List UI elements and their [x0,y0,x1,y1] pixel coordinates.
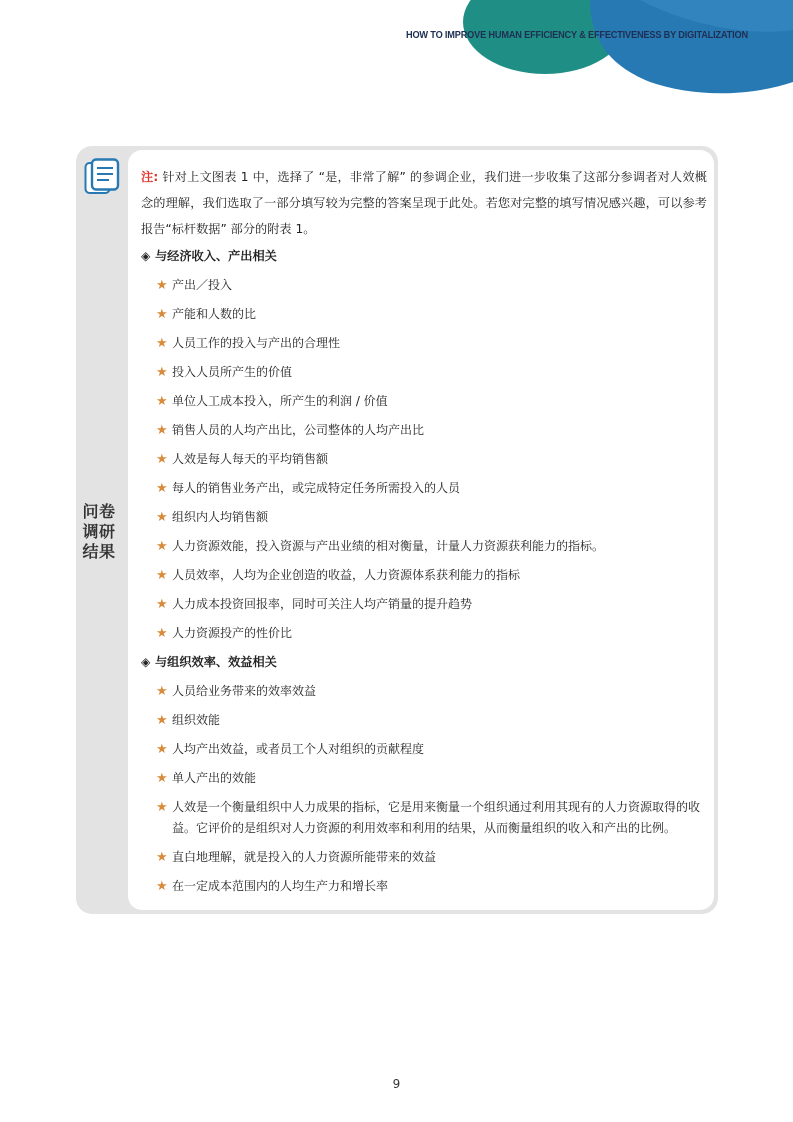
list-item-text: 人效是一个衡量组织中人力成果的指标，它是用来衡量一个组织通过利用其现有的人力资源取得的收益。它评价的是组织对人力资源的利用效率和利用的结果，从而衡量组织的收入和产出的比例。 [172,800,701,835]
list-item-text: 产出／投入 [172,278,233,292]
section-title: 与经济收入、产出相关 [155,249,277,263]
list-item [141,271,707,300]
header-wave-graphic [0,0,793,100]
star-bullet-icon: ★ [156,336,168,351]
star-bullet-icon: ★ [156,568,168,583]
list-item [141,474,707,503]
note-paragraph [141,164,707,242]
star-bullet-icon: ★ [156,879,168,894]
star-bullet-icon: ★ [156,510,168,525]
star-bullet-icon: ★ [156,278,168,293]
side-label-line: 问卷 [82,502,116,521]
list-item [141,358,707,387]
list-item [141,735,707,764]
panel-content [141,164,707,901]
list-item [141,416,707,445]
list-item-text: 投入人员所产生的价值 [172,365,293,379]
star-bullet-icon: ★ [156,365,168,380]
section-heading [141,648,707,677]
list-item [141,706,707,735]
star-bullet-icon: ★ [156,684,168,699]
list-item-text: 产能和人数的比 [172,307,257,321]
list-item-text: 人力资源投产的性价比 [172,626,293,640]
list-item-text: 人力成本投资回报率，同时可关注人均产销量的提升趋势 [172,597,473,611]
page-number: 9 [392,1077,401,1091]
list-item [141,387,707,416]
note-label: 注: [141,170,159,184]
section-heading [141,242,707,271]
list-item-text: 销售人员的人均产出比，公司整体的人均产出比 [172,423,425,437]
list-item-text: 人员给业务带来的效率效益 [172,684,317,698]
star-bullet-icon: ★ [156,394,168,409]
list-item [141,843,707,872]
star-bullet-icon: ★ [156,452,168,467]
star-bullet-icon: ★ [156,626,168,641]
note-text: 针对上文图表 1 中，选择了 “是，非常了解” 的参调企业，我们进一步收集了这部分参调者对人效概念的理解，我们选取了一部分填写较为完整的答案呈现于此处。若您对完整的填写情况感兴趣，可以参考报告“标杆数据” 部分的附表 1。 [141,170,707,236]
list-item-text: 单位人工成本投入，所产生的利润 / 价值 [172,394,388,408]
list-item [141,764,707,793]
star-bullet-icon: ★ [156,481,168,496]
list-item-text: 人均产出效益，或者员工个人对组织的贡献程度 [172,742,425,756]
list-item-text: 在一定成本范围内的人均生产力和增长率 [172,879,389,893]
side-label-line: 调研 [82,522,116,541]
list-item-text: 每人的销售业务产出，或完成特定任务所需投入的人员 [172,481,461,495]
star-bullet-icon: ★ [156,539,168,554]
list-item [141,300,707,329]
star-bullet-icon: ★ [156,713,168,728]
list-item [141,872,707,901]
list-item [141,532,707,561]
star-bullet-icon: ★ [156,423,168,438]
star-bullet-icon: ★ [156,597,168,612]
list-item [141,793,707,843]
list-item-text: 组织效能 [172,713,221,727]
document-list-icon [84,158,120,196]
diamond-bullet-icon: ◈ [141,655,151,669]
side-label [80,502,118,562]
star-bullet-icon: ★ [156,850,168,865]
list-item-text: 组织内人均销售额 [172,510,269,524]
list-item-text: 人员效率，人均为企业创造的收益，人力资源体系获利能力的指标 [172,568,521,582]
list-item-text: 人效是每人每天的平均销售额 [172,452,329,466]
list-item-text: 单人产出的效能 [172,771,257,785]
section-title: 与组织效率、效益相关 [155,655,277,669]
diamond-bullet-icon: ◈ [141,249,151,263]
star-bullet-icon: ★ [156,307,168,322]
list-item-text: 人员工作的投入与产出的合理性 [172,336,341,350]
list-item [141,503,707,532]
list-item [141,329,707,358]
list-item-text: 人力资源效能，投入资源与产出业绩的相对衡量，计量人力资源获利能力的指标。 [172,539,605,553]
list-item [141,445,707,474]
header-title: HOW TO IMPROVE HUMAN EFFICIENCY & EFFECTIVENESS BY DIGITALIZATION [406,30,748,41]
list-item [141,590,707,619]
list-item-text: 直白地理解，就是投入的人力资源所能带来的效益 [172,850,437,864]
list-item [141,619,707,648]
star-bullet-icon: ★ [156,742,168,757]
star-bullet-icon: ★ [156,800,168,815]
list-item [141,561,707,590]
list-item [141,677,707,706]
side-label-line: 结果 [82,542,116,561]
star-bullet-icon: ★ [156,771,168,786]
